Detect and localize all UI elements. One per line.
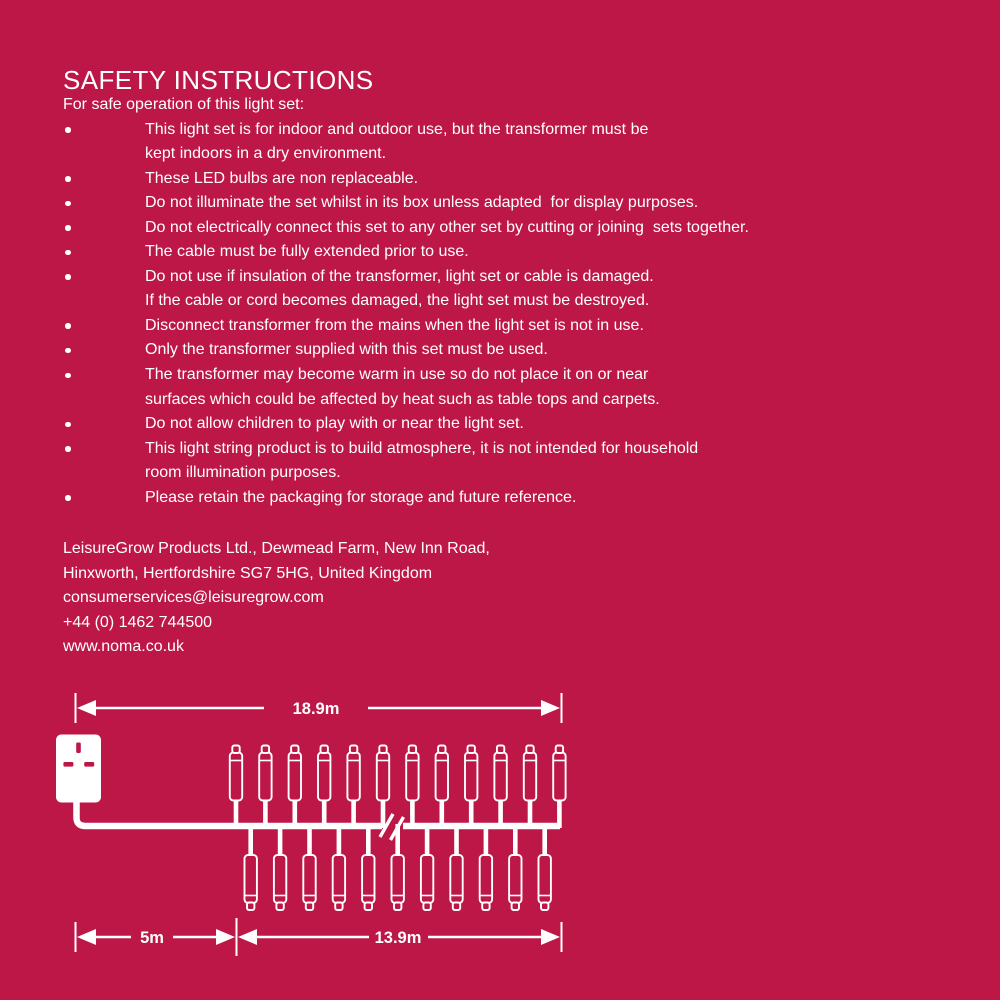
arrow-right-icon	[216, 929, 235, 945]
contact-line-address2: Hinxworth, Hertfordshire SG7 5HG, United Kingdom	[63, 564, 433, 582]
bulb-icon	[259, 746, 271, 829]
bulb-icon	[509, 824, 521, 910]
bullet-icon	[65, 446, 71, 452]
bulb-icon	[421, 824, 433, 910]
bullet-icon	[65, 495, 71, 501]
safety-line: Please retain the packaging for storage and future reference.	[63, 486, 963, 511]
top-bulb-row	[230, 746, 566, 829]
contact-line-address1: LeisureGrow Products Ltd., Dewmead Farm, New Inn Road,	[63, 540, 490, 557]
safety-line: Only the transformer supplied with this set must be used.	[63, 338, 963, 363]
bullet-icon	[65, 422, 71, 428]
bullet-icon	[65, 348, 71, 354]
bulb-icon	[245, 824, 257, 910]
total-length-dimension	[76, 693, 562, 723]
arrow-right-icon	[541, 929, 560, 945]
bulb-icon	[494, 746, 506, 829]
bullet-icon	[65, 176, 71, 182]
bulb-icon	[524, 746, 536, 829]
manufacturer-contact	[63, 537, 963, 660]
bullet-icon	[65, 373, 71, 379]
contact-line-website: www.noma.co.uk	[63, 638, 184, 656]
intro-line: For safe operation of this light set:	[63, 96, 305, 113]
bulb-icon	[333, 824, 345, 910]
bullet-icon	[65, 225, 71, 231]
lit-length-label: 13.9m	[374, 929, 422, 947]
cable-left-segment	[77, 800, 383, 826]
total-length-label: 18.9m	[292, 700, 340, 718]
safety-line: This light set is for indoor and outdoor use, but the transformer must be	[63, 118, 963, 143]
safety-line: kept indoors in a dry environment.	[145, 145, 387, 163]
bulb-icon	[406, 746, 418, 829]
safety-line: If the cable or cord becomes damaged, the light set must be destroyed.	[145, 292, 650, 310]
safety-line: These LED bulbs are non replaceable.	[63, 167, 963, 192]
bulb-icon	[377, 746, 389, 829]
bottom-bulb-row	[245, 824, 551, 910]
bulb-icon	[289, 746, 301, 829]
bulb-icon	[465, 746, 477, 829]
safety-line: Do not electrically connect this set to any other set by cutting or joining sets together.	[63, 216, 963, 241]
arrow-left-icon	[77, 929, 96, 945]
light-set-diagram	[40, 680, 680, 980]
bulb-icon	[480, 824, 492, 910]
bullet-icon	[65, 127, 71, 133]
safety-line: This light string product is to build atmosphere, it is not intended for household	[63, 437, 963, 462]
page-title: SAFETY INSTRUCTIONS	[63, 65, 374, 96]
arrow-right-icon	[541, 700, 560, 716]
bulb-icon	[362, 824, 374, 910]
safety-line: surfaces which could be affected by heat such as table tops and carpets.	[145, 390, 660, 408]
lit-length-dimension	[238, 922, 562, 952]
bullet-icon	[65, 323, 71, 329]
safety-instructions-list	[63, 93, 963, 510]
bullet-icon	[65, 201, 71, 207]
contact-line-phone: +44 (0) 1462 744500	[63, 613, 213, 631]
bulb-icon	[274, 824, 286, 910]
arrow-left-icon	[77, 700, 96, 716]
safety-line: Do not use if insulation of the transformer, light set or cable is damaged.	[63, 265, 963, 290]
safety-line: Disconnect transformer from the mains when the light set is not in use.	[63, 314, 963, 339]
bulb-icon	[436, 746, 448, 829]
bulb-icon	[303, 824, 315, 910]
arrow-left-icon	[238, 929, 257, 945]
bulb-icon	[450, 824, 462, 910]
bullet-icon	[65, 274, 71, 280]
safety-line: Do not allow children to play with or near the light set.	[63, 412, 963, 437]
safety-line: The cable must be fully extended prior to use.	[63, 240, 963, 265]
lead-length-label: 5m	[140, 929, 164, 947]
bulb-icon	[539, 824, 551, 910]
bulb-icon	[553, 746, 565, 829]
safety-line: room illumination purposes.	[145, 464, 341, 482]
lead-length-dimension	[76, 922, 236, 952]
safety-line: The transformer may become warm in use so do not place it on or near	[63, 363, 963, 388]
bullet-icon	[65, 250, 71, 256]
contact-line-email: consumerservices@leisuregrow.com	[63, 589, 324, 607]
bulb-icon	[230, 746, 242, 829]
safety-line: Do not illuminate the set whilst in its box unless adapted for display purposes.	[63, 191, 963, 216]
bulb-icon	[318, 746, 330, 829]
uk-plug-icon	[56, 735, 101, 803]
bulb-icon	[347, 746, 359, 829]
